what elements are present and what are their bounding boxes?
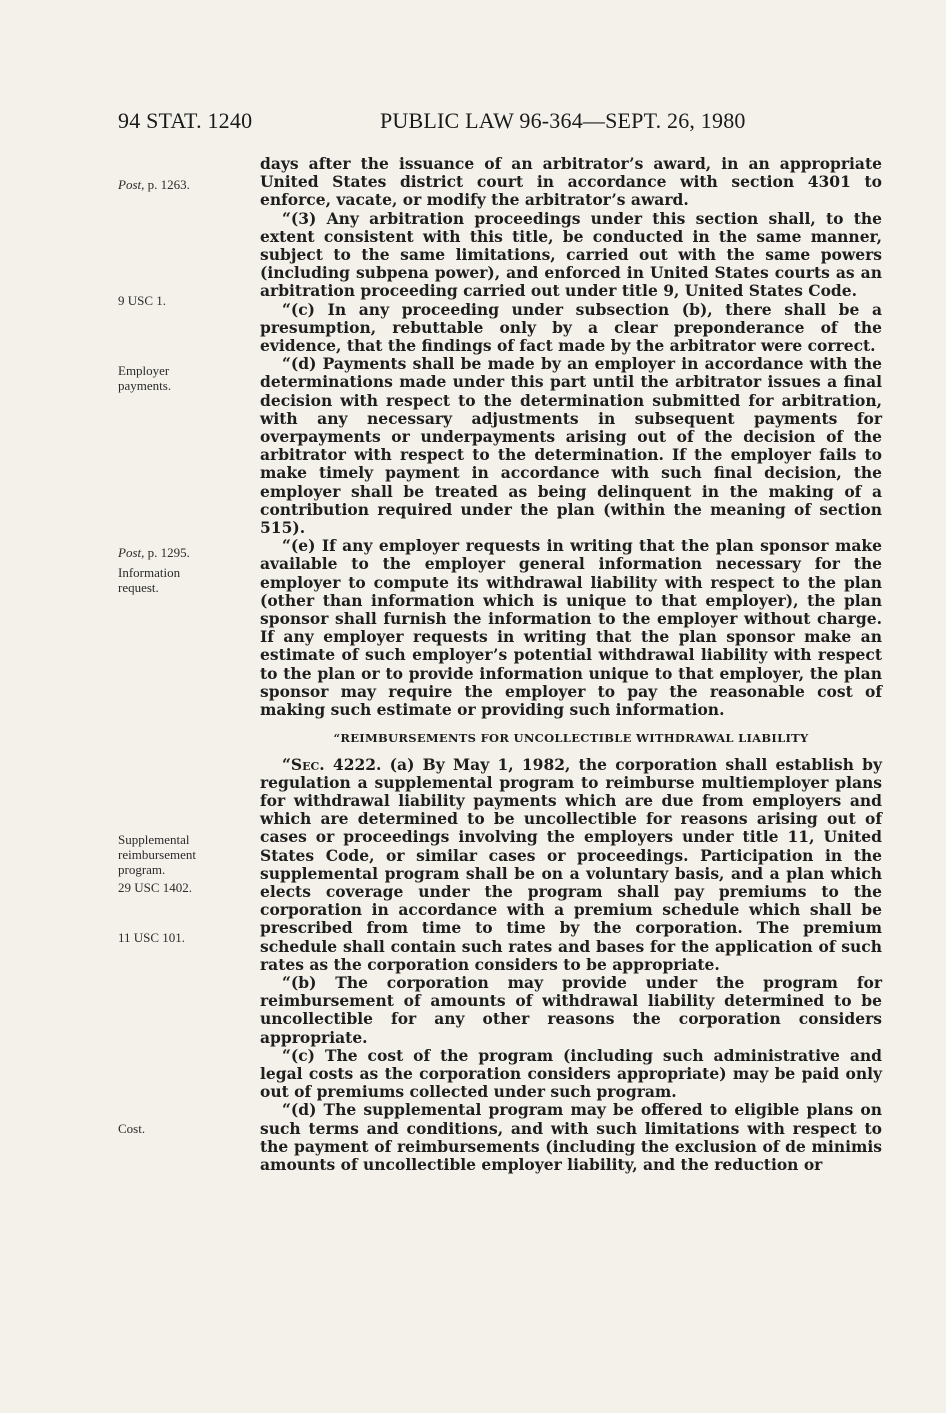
margin-note-text: Cost. <box>118 1121 146 1136</box>
margin-note-italic: Post, <box>118 545 145 560</box>
margin-note-text: 9 USC 1. <box>118 293 167 308</box>
paragraph-d: “(d) Payments shall be made by an employer in accordance with the determinations made under this part until the arbitrator issues a final decision with respect to the determination submitted for arbitration, with any necessary adjustments in subsequent payments for overpayments or underpayments arising out of the decision of the arbitrator with respect to the determination. If the employer fails to make timely payment in accordance with such final decision, the employer shall be treated as being delinquent in the making of a contribution required under the plan (within the meaning of section 515). <box>260 354 882 538</box>
margin-note-text: Supplemental reimbursement program. <box>118 832 196 877</box>
main-body-text <box>260 155 882 1174</box>
margin-note-text: Information request. <box>118 565 181 595</box>
margin-note-text: 11 USC 101. <box>118 930 186 945</box>
margin-note-11-usc-101 <box>118 930 253 945</box>
margin-note-employer-payments <box>118 363 208 393</box>
paragraph-sec-4222-b: “(b) The corporation may provide under the program for reimbursement of amounts of withdrawal liability determined to be uncollectible for any other reasons the corporation considers appropriate. <box>260 972 882 1047</box>
section-heading: “REIMBURSEMENTS FOR UNCOLLECTIBLE WITHDRAWAL LIABILITY <box>333 731 809 746</box>
margin-note-text: 29 USC 1402. <box>118 880 193 895</box>
paragraph-sec-4222-c: “(c) The cost of the program (including such administrative and legal costs as the corporation considers appropriate) may be paid only out of premiums collected under such program. <box>260 1045 882 1102</box>
margin-note-post-1263 <box>118 177 253 192</box>
margin-note-text: p. 1263. <box>144 177 190 192</box>
page-header <box>0 108 946 140</box>
margin-note-29-usc-1402 <box>118 880 253 895</box>
margin-note-9-usc-1 <box>118 293 253 308</box>
section-intro-text: 4222. (a) By May 1, 1982, the corporation shall establish by regulation a supplemental program to reimburse multiemployer plans for withdrawal liability payments which are due from employers and which are determined to be uncollectible for reasons arising out of cases or proceedings involving the employers under title 11, United States Code, or similar cases or proceedings. Participation in the supplemental program shall be on a voluntary basis, and a plan which elects coverage under the program shall pay premiums to the corporation in accordance with a premium schedule which shall be prescribed from time to time by the corporation. The premium schedule shall contain such rates and bases for the application of such rates as the corporation considers to be appropriate. <box>260 754 882 974</box>
paragraph-b3: “(3) Any arbitration proceedings under this section shall, to the extent consistent with this title, be conducted in the same manner, subject to the same limitations, carried out with the same powers (including subpena power), and enforced in United States courts as an arbitration proceeding carried out under title 9, United States Code. <box>260 208 882 301</box>
margin-note-text: Employer payments. <box>118 363 172 393</box>
margin-note-cost <box>118 1121 253 1136</box>
stat-citation: 94 STAT. 1240 <box>118 108 253 133</box>
margin-note-text: p. 1295. <box>144 545 190 560</box>
section-label: “Sec. <box>282 754 325 774</box>
paragraph-continuation: days after the issuance of an arbitrator’s award, in an appropriate United States district court in accordance with section 4301 to enforce, vacate, or modify the arbitrator’s award. <box>260 154 882 210</box>
paragraph-e: “(e) If any employer requests in writing that the plan sponsor make available to the employer general information necessary for the employer to compute its withdrawal liability with respect to the plan (other than information which is unique to that employer), the plan sponsor shall furnish the information to the employer without charge. If any employer requests in writing that the plan sponsor make an estimate of such employer’s potential withdrawal liability with respect to the plan or to provide information unique to that employer, the plan sponsor may require the employer to pay the reasonable cost of making such estimate or providing such information. <box>260 536 882 720</box>
paragraph-sec-4222-d: “(d) The supplemental program may be offered to eligible plans on such terms and conditions, and with such limitations with respect to the payment of reimbursements (including the exclusion of de minimis amounts of uncollectible employer liability, and the reduction or <box>260 1100 882 1174</box>
margin-note-information-request <box>118 565 218 595</box>
paragraph-c: “(c) In any proceeding under subsection (b), there shall be a presumption, rebuttable only by a clear preponderance of the evidence, that the findings of fact made by the arbitrator were correct. <box>260 299 882 356</box>
margin-note-supplemental-program <box>118 832 238 877</box>
law-title: PUBLIC LAW 96-364—SEPT. 26, 1980 <box>380 108 746 133</box>
margin-note-post-1295 <box>118 545 253 560</box>
paragraph-sec-4222-a <box>260 756 882 974</box>
margin-note-italic: Post, <box>118 177 145 192</box>
